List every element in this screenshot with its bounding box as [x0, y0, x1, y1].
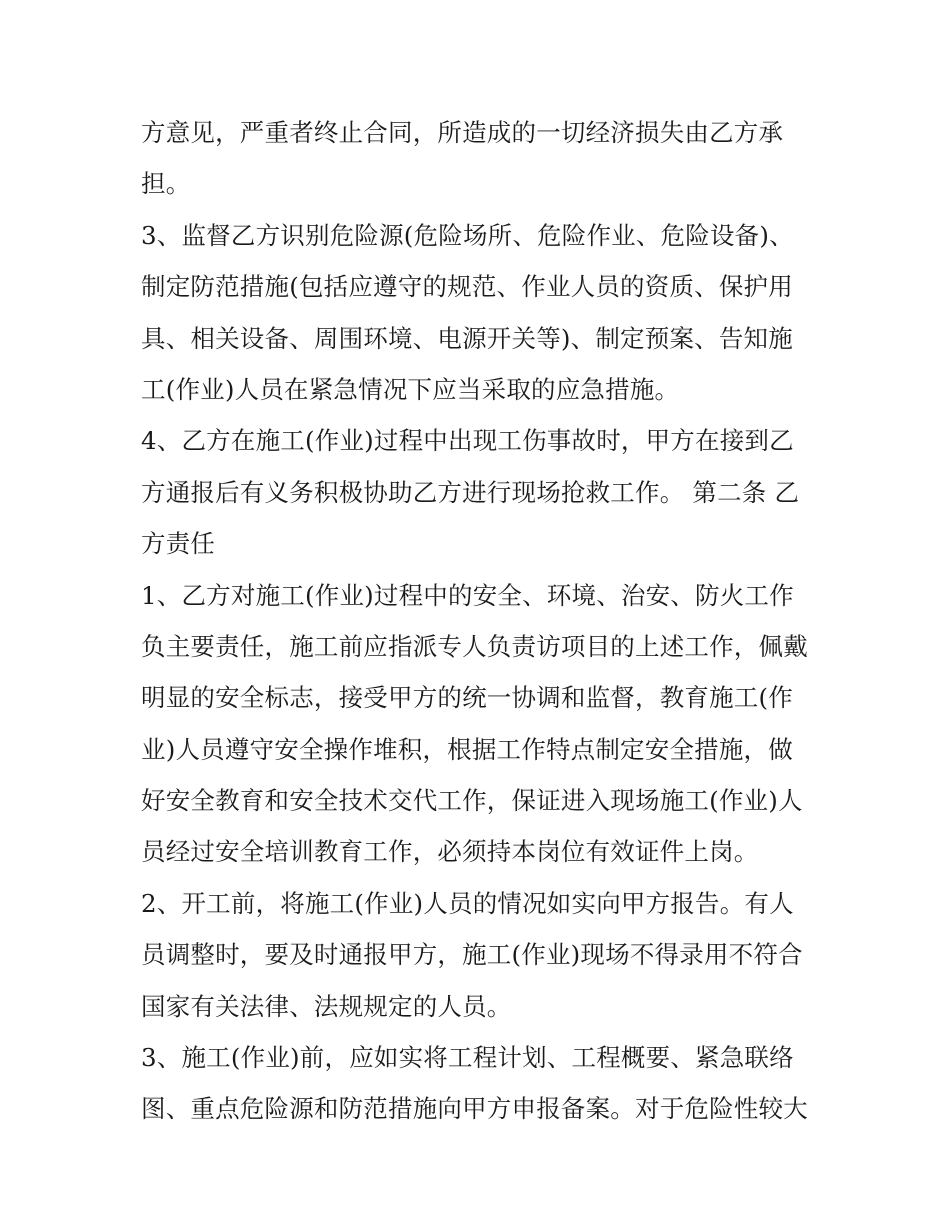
- text-line: 方通报后有义务积极协助乙方进行现场抢救工作。 第二条 乙: [141, 477, 800, 507]
- text-line: 制定防范措施(包括应遵守的规范、作业人员的资质、保护用: [141, 272, 793, 302]
- text-line: 国家有关法律、法规规定的人员。: [141, 991, 512, 1021]
- text-line: 明显的安全标志，接受甲方的统一协调和监督，教育施工(作: [141, 683, 793, 713]
- text-line: 员经过安全培训教育工作，必须持本岗位有效证件上岗。: [141, 837, 759, 867]
- text-line: 3、监督乙方识别危险源(危险场所、危险作业、危险设备)、: [141, 220, 794, 250]
- document-body: [141, 107, 831, 1135]
- text-line: 具、相关设备、周围环境、电源开关等)、制定预案、告知施: [141, 323, 793, 353]
- text-line: 负主要责任，施工前应指派专人负责访项目的上述工作，佩戴: [141, 631, 808, 661]
- text-line: 担。: [141, 169, 191, 199]
- text-line: 2、开工前，将施工(作业)人员的情况如实向甲方报告。有人: [141, 888, 794, 918]
- text-line: 员调整时，要及时通报甲方，施工(作业)现场不得录用不符合: [141, 940, 803, 970]
- text-line: 4、乙方在施工(作业)过程中出现工伤事故时，甲方在接到乙: [141, 426, 794, 456]
- text-line: 方责任: [141, 529, 216, 559]
- text-line: 好安全教育和安全技术交代工作，保证进入现场施工(作业)人: [141, 786, 803, 816]
- text-line: 方意见，严重者终止合同，所造成的一切经济损失由乙方承: [141, 118, 784, 147]
- text-line: 图、重点危险源和防范措施向甲方申报备案。对于危险性较大: [141, 1094, 808, 1124]
- text-line: 业)人员遵守安全操作堆积，根据工作特点制定安全措施，做: [141, 734, 793, 764]
- text-line: 工(作业)人员在紧急情况下应当采取的应急措施。: [141, 374, 680, 404]
- text-line: 1、乙方对施工(作业)过程中的安全、环境、治安、防火工作: [141, 580, 794, 610]
- text-line: 3、施工(作业)前，应如实将工程计划、工程概要、紧急联络: [141, 1043, 794, 1073]
